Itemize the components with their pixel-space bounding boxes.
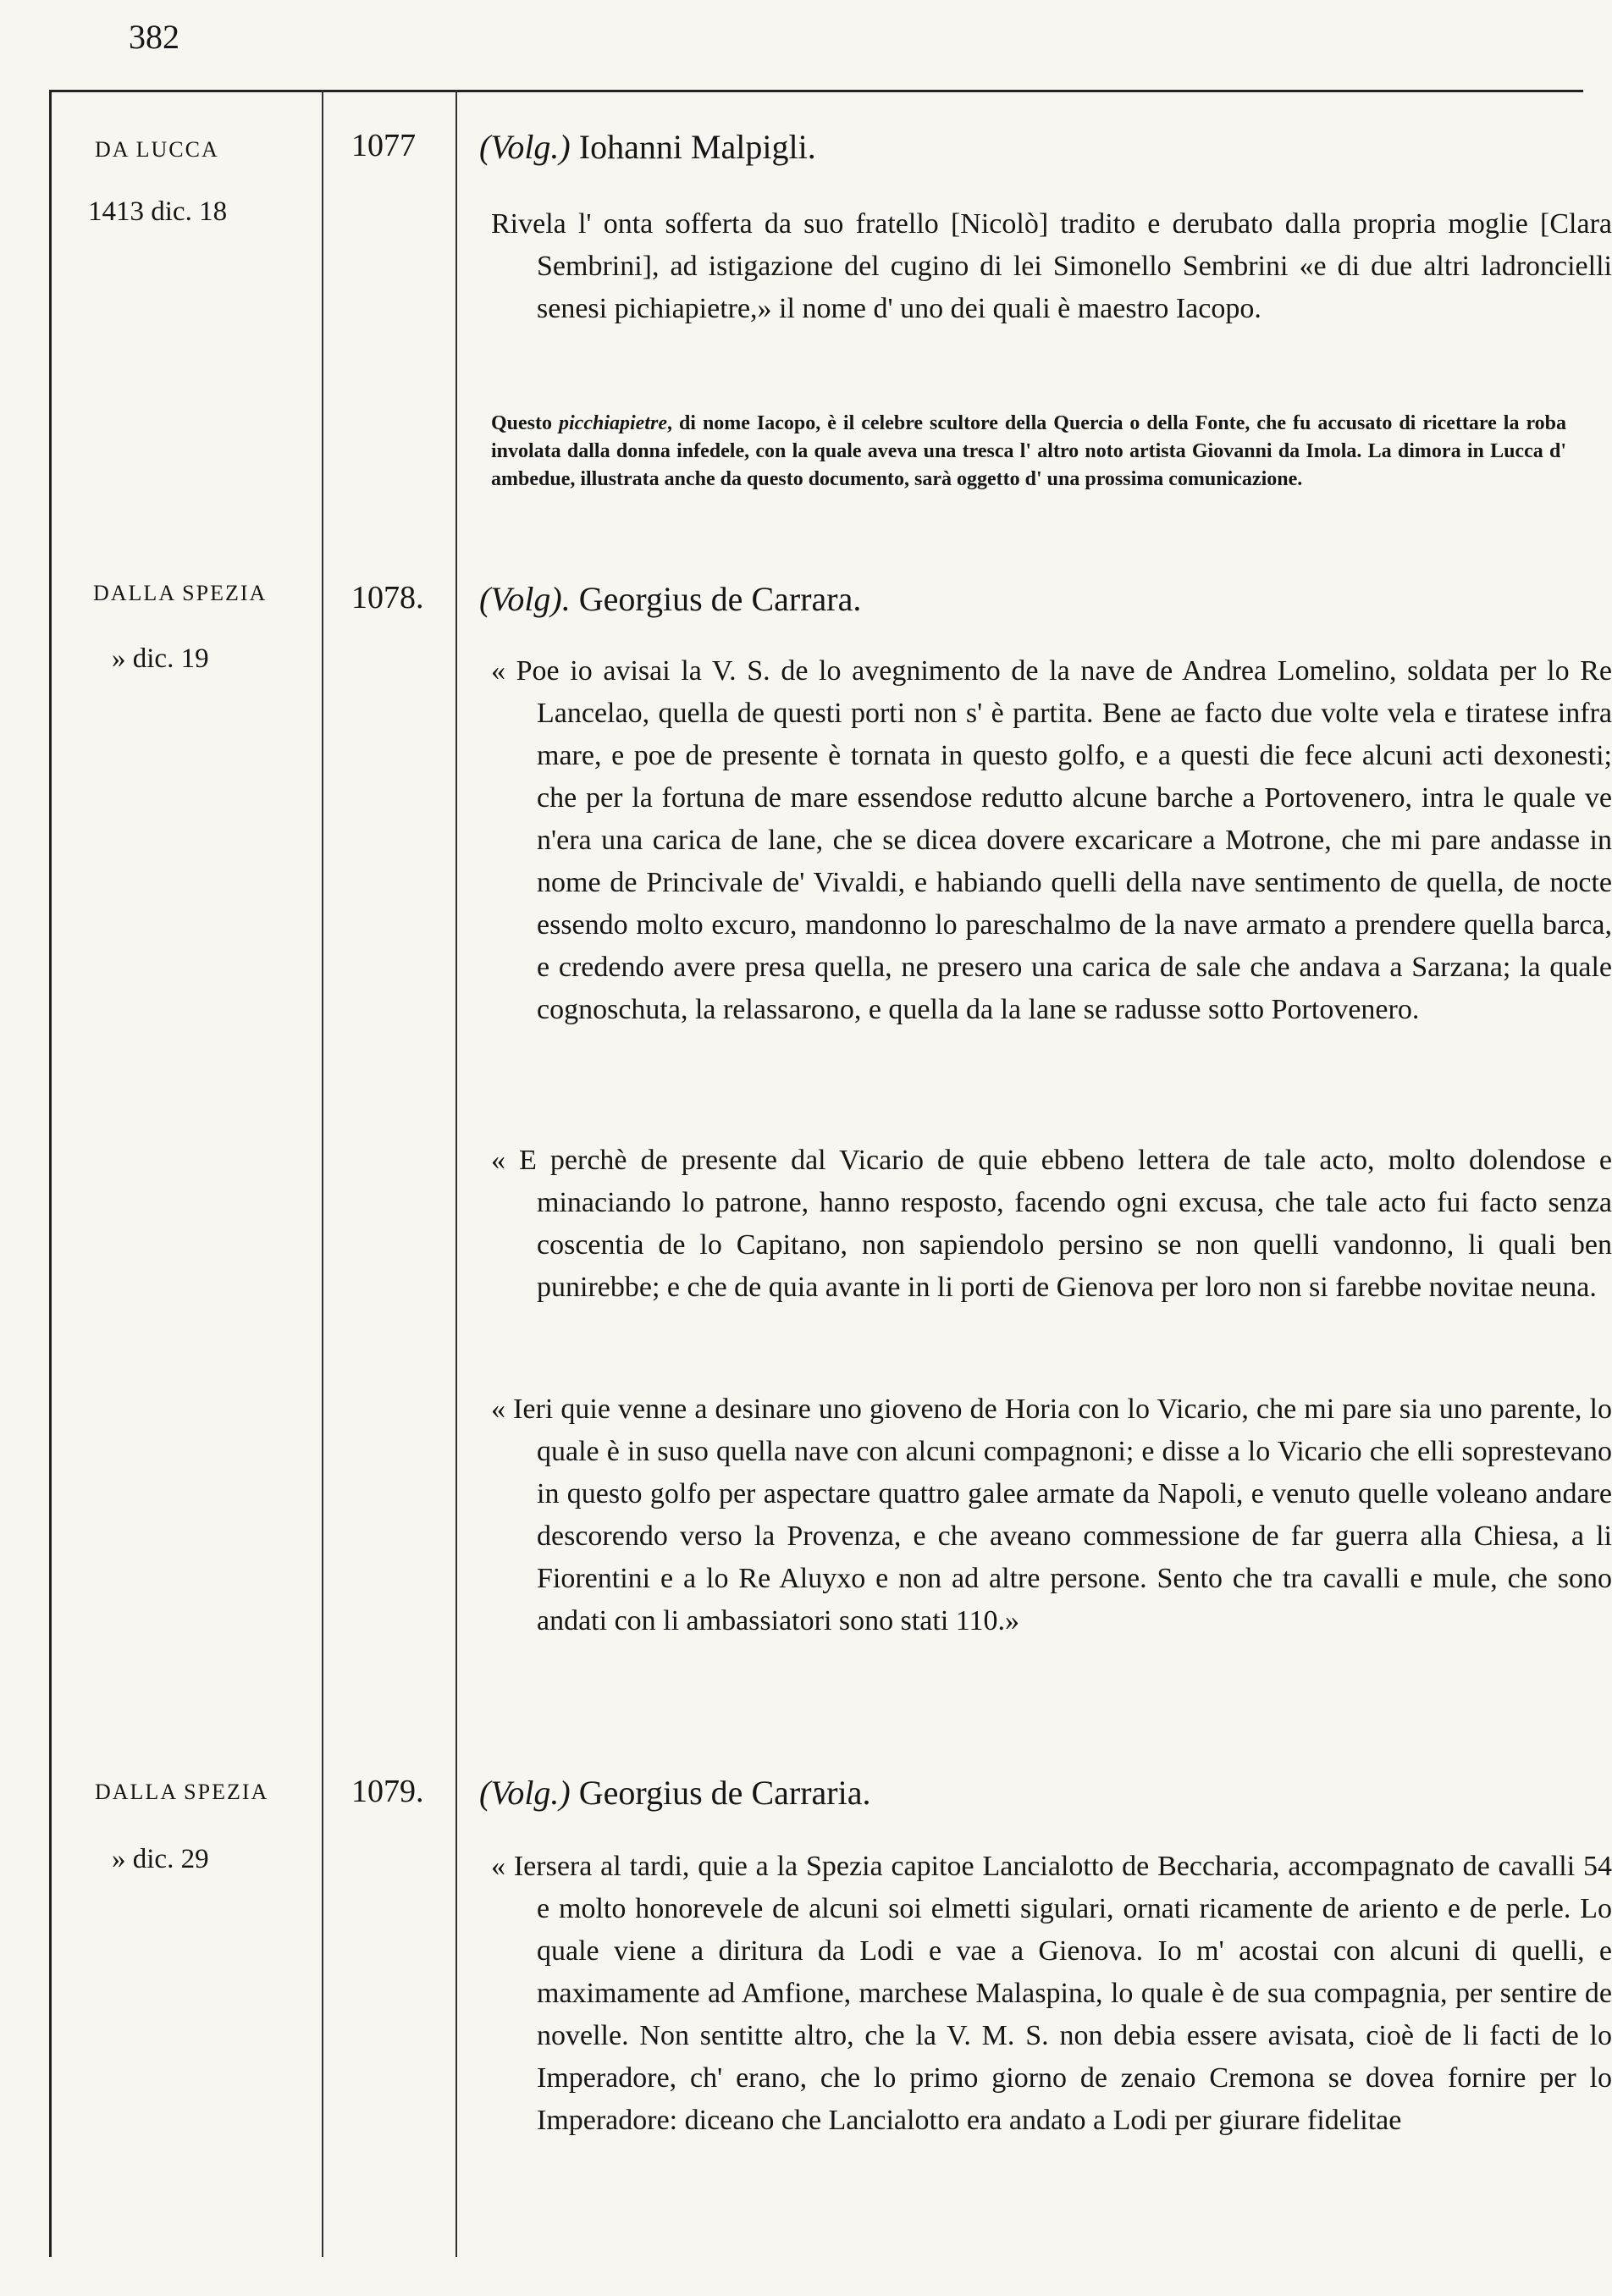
entry-lang: (Volg.) xyxy=(479,1774,571,1812)
top-rule xyxy=(51,90,1583,92)
entry-author: Georgius de Carrara. xyxy=(578,580,862,618)
entry-place: DA LUCCA xyxy=(95,137,219,162)
footnote-body: , di nome Iacopo, è il celebre scultore della Quercia o della Fonte, che fu accusato di ricettare la roba involata dalla donna infedele, con la quale aveva una tresca l' altro noto artista Giovanni da Imola. La dimora in Lucca d' ambedue, illustrata anche da questo documento, sarà oggetto d' una prossima comunicazione. xyxy=(491,412,1567,490)
letter-paragraph: « Ieri quie venne a desinare uno gioveno de Horia con lo Vicario, che mi pare sia uno parente, lo quale è in suso quella nave con alcuni compagnoni; e disse a lo Vicario che elli soprestevano in questo golfo per aspectare quattro galee armate da Napoli, e venuto quelle voleano andare descorendo verso la Provenza, e che aveano commessione de far guerra alla Chiesa, a li Fiorentini e a lo Re Aluyxo e non ad altre persone. Sento che tra cavalli e mule, che sono andati con li ambassiatori sono stati 110.» xyxy=(491,1394,1612,1636)
entry-lang: (Volg.) xyxy=(479,128,571,166)
page-number: 382 xyxy=(129,18,179,56)
footnote-lead: Questo xyxy=(491,412,559,434)
entry-place: DALLA SPEZIA xyxy=(95,1780,269,1804)
entry-number: 1079. xyxy=(351,1774,424,1809)
letter-paragraph: « E perchè de presente dal Vicario de quie ebbeno lettera de tale acto, molto dolendose e minaciando lo patrone, hanno resposto, facendo ogni excusa, che tale acto fui facto senza coscentia de lo Capitano, non sapiendolo persino se non quelli vandonno, li quali ben punirebbe; e che de quia avante in li porti de Gienova per loro non si farebbe novitae neuna. xyxy=(491,1145,1612,1303)
footnote-term: picchiapietre xyxy=(559,412,667,434)
entry-heading xyxy=(479,1773,870,1813)
letter-paragraph: « Iersera al tardi, quie a la Spezia capitoe Lancialotto de Beccharia, accompagnato de cavalli 54 e molto honorevele de alcuni soi elmetti sigulari, ornati ricamente de ariento e de perle. Lo quale viene a diritura da Lodi e vae a Gienova. Io m' acostai con alcuni di quelli, e maximamente ad Amfione, marchese Malaspina, lo quale è de sua compagnia, per sentire de novelle. Non sentitte altro, che la V. M. S. non debia essere avisata, cioè de li facti de lo Imperadore, ch' erano, che lo primo giorno de zenaio Cremona se dovea fornire per lo Imperadore: diceano che Lancialotto era andato a Lodi per giurare fidelitae xyxy=(491,1851,1612,2136)
left-margin-rule xyxy=(49,90,52,2257)
entry-summary: Rivela l' onta sofferta da suo fratello [Nicolò] tradito e derubato dalla propria moglie [Clara Sembrini], ad istigazione del cugino di lei Simonello Sembrini «e di due altri ladroncielli senesi pichiapietre,» il nome d' uno dei quali è maestro Iacopo. xyxy=(491,208,1612,324)
entry-place: DALLA SPEZIA xyxy=(93,581,268,605)
entry-number: 1078. xyxy=(351,580,424,615)
entry-author: Georgius de Carraria. xyxy=(578,1774,871,1812)
entry-date: 1413 dic. 18 xyxy=(88,196,228,227)
entry-number: 1077 xyxy=(351,128,416,163)
entry-lang: (Volg). xyxy=(479,580,571,618)
entry-date: » dic. 19 xyxy=(112,643,209,674)
column-rule-number xyxy=(455,90,457,2257)
column-rule-date xyxy=(322,90,323,2257)
footnote xyxy=(491,410,1566,494)
entry-heading xyxy=(479,579,861,619)
entry-heading xyxy=(479,127,816,167)
entry-author: Iohanni Malpigli. xyxy=(578,128,816,166)
letter-paragraph: « Poe io avisai la V. S. de lo avegnimento de la nave de Andrea Lomelino, soldata per lo Re Lancelao, quella de questi porti non s' è partita. Bene ae facto due volte vela e tiratese infra mare, e poe de presente è tornata in questo golfo, e a questi die fece alcuni acti dexonesti; che per la fortuna de mare essendose redutto alcune barche a Portovenero, intra le quale ve n'era una carica de lane, che se dicea dovere excaricare a Motrone, che mi pare andasse in nome de Princivale de' Vivaldi, e habiando quelli della nave sentimento de quella, de nocte essendo molto excuro, mandonno lo pareschalmo de la nave armato a prendere quella barca, e credendo avere presa quella, ne presero una carica de sale che andava a Sarzana; la quale cognoschuta, la relassarono, e quella da la lane se radusse sotto Portovenero. xyxy=(491,655,1612,1025)
entry-date: » dic. 29 xyxy=(112,1844,209,1874)
